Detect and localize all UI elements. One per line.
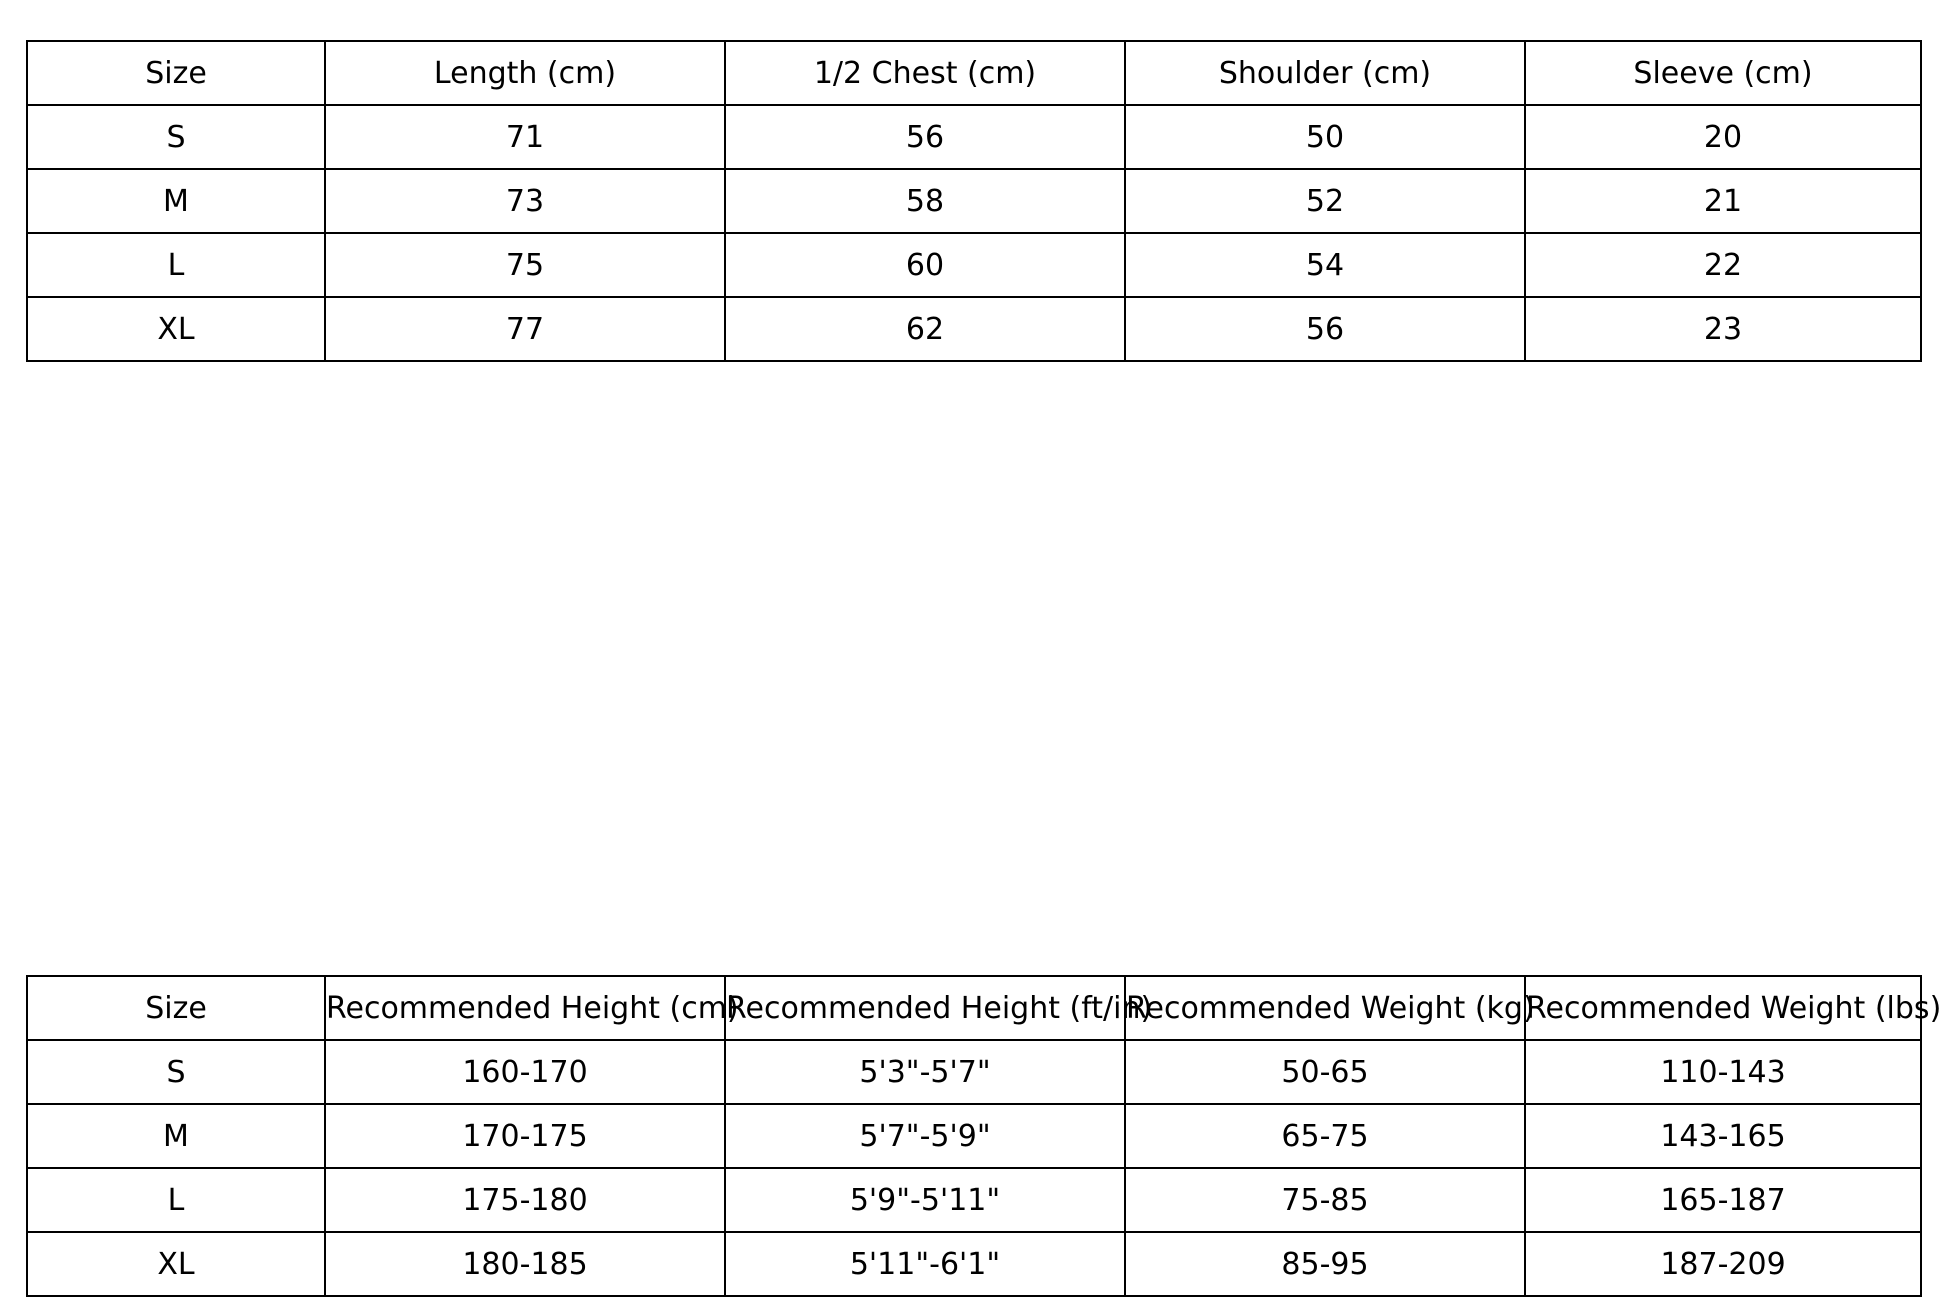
column-header-recommended-height-cm bbox=[325, 976, 739, 1040]
table-header-row bbox=[27, 41, 1921, 105]
table-header-row bbox=[27, 976, 1921, 1040]
cell-weight-kg: 75-85 bbox=[1125, 1168, 1525, 1232]
cell-half-chest: 56 bbox=[725, 105, 1125, 169]
cell-half-chest: 60 bbox=[725, 233, 1125, 297]
table-row bbox=[27, 233, 1921, 297]
cell-sleeve: 20 bbox=[1525, 105, 1921, 169]
cell-height-cm: 175-180 bbox=[325, 1168, 725, 1232]
cell-sleeve: 22 bbox=[1525, 233, 1921, 297]
table-row bbox=[27, 1168, 1921, 1232]
cell-weight-lbs: 143-165 bbox=[1525, 1104, 1921, 1168]
column-header-recommended-height-ftin bbox=[725, 976, 1153, 1040]
cell-weight-lbs: 187-209 bbox=[1525, 1232, 1921, 1296]
cell-weight-kg: 85-95 bbox=[1125, 1232, 1525, 1296]
cell-height-ftin: 5'9"-5'11" bbox=[725, 1168, 1125, 1232]
recommended-fit-table bbox=[26, 975, 1942, 1297]
cell-length: 73 bbox=[325, 169, 725, 233]
cell-shoulder: 56 bbox=[1125, 297, 1525, 361]
cell-height-cm: 180-185 bbox=[325, 1232, 725, 1296]
column-header-recommended-weight-lbs bbox=[1525, 976, 1942, 1040]
cell-length: 77 bbox=[325, 297, 725, 361]
cell-size: XL bbox=[27, 297, 325, 361]
cell-size: S bbox=[27, 1040, 325, 1104]
cell-length: 75 bbox=[325, 233, 725, 297]
table-row bbox=[27, 105, 1921, 169]
cell-shoulder: 52 bbox=[1125, 169, 1525, 233]
table-row bbox=[27, 1232, 1921, 1296]
cell-size: XL bbox=[27, 1232, 325, 1296]
column-header-size: Size bbox=[27, 41, 325, 105]
cell-shoulder: 54 bbox=[1125, 233, 1525, 297]
column-header-length: Length (cm) bbox=[325, 41, 725, 105]
column-header-size bbox=[27, 976, 325, 1040]
column-header-recommended-height-ftin-label: Recommended Height (ft/in) bbox=[726, 990, 1153, 1026]
cell-height-ftin: 5'7"-5'9" bbox=[725, 1104, 1125, 1168]
cell-sleeve: 21 bbox=[1525, 169, 1921, 233]
column-header-size-label: Size bbox=[145, 990, 207, 1026]
column-header-recommended-height-cm-label: Recommended Height (cm) bbox=[326, 990, 739, 1026]
table-row bbox=[27, 1040, 1921, 1104]
cell-size: L bbox=[27, 1168, 325, 1232]
column-header-sleeve: Sleeve (cm) bbox=[1525, 41, 1921, 105]
cell-length: 71 bbox=[325, 105, 725, 169]
column-header-recommended-weight-kg bbox=[1125, 976, 1535, 1040]
cell-shoulder: 50 bbox=[1125, 105, 1525, 169]
table-row bbox=[27, 297, 1921, 361]
cell-sleeve: 23 bbox=[1525, 297, 1921, 361]
cell-height-ftin: 5'3"-5'7" bbox=[725, 1040, 1125, 1104]
table-row bbox=[27, 169, 1921, 233]
cell-height-ftin: 5'11"-6'1" bbox=[725, 1232, 1125, 1296]
cell-half-chest: 58 bbox=[725, 169, 1125, 233]
cell-size: M bbox=[27, 1104, 325, 1168]
cell-weight-lbs: 165-187 bbox=[1525, 1168, 1921, 1232]
cell-half-chest: 62 bbox=[725, 297, 1125, 361]
column-header-recommended-weight-kg-label: Recommended Weight (kg) bbox=[1126, 990, 1535, 1026]
cell-height-cm: 170-175 bbox=[325, 1104, 725, 1168]
table-row bbox=[27, 1104, 1921, 1168]
column-header-shoulder: Shoulder (cm) bbox=[1125, 41, 1525, 105]
cell-weight-kg: 50-65 bbox=[1125, 1040, 1525, 1104]
column-header-half-chest: 1/2 Chest (cm) bbox=[725, 41, 1125, 105]
cell-weight-lbs: 110-143 bbox=[1525, 1040, 1921, 1104]
cell-height-cm: 160-170 bbox=[325, 1040, 725, 1104]
cell-size: S bbox=[27, 105, 325, 169]
cell-size: L bbox=[27, 233, 325, 297]
cell-weight-kg: 65-75 bbox=[1125, 1104, 1525, 1168]
garment-measurements-table bbox=[26, 40, 1922, 362]
cell-size: M bbox=[27, 169, 325, 233]
column-header-recommended-weight-lbs-label: Recommended Weight (lbs) bbox=[1526, 990, 1942, 1026]
